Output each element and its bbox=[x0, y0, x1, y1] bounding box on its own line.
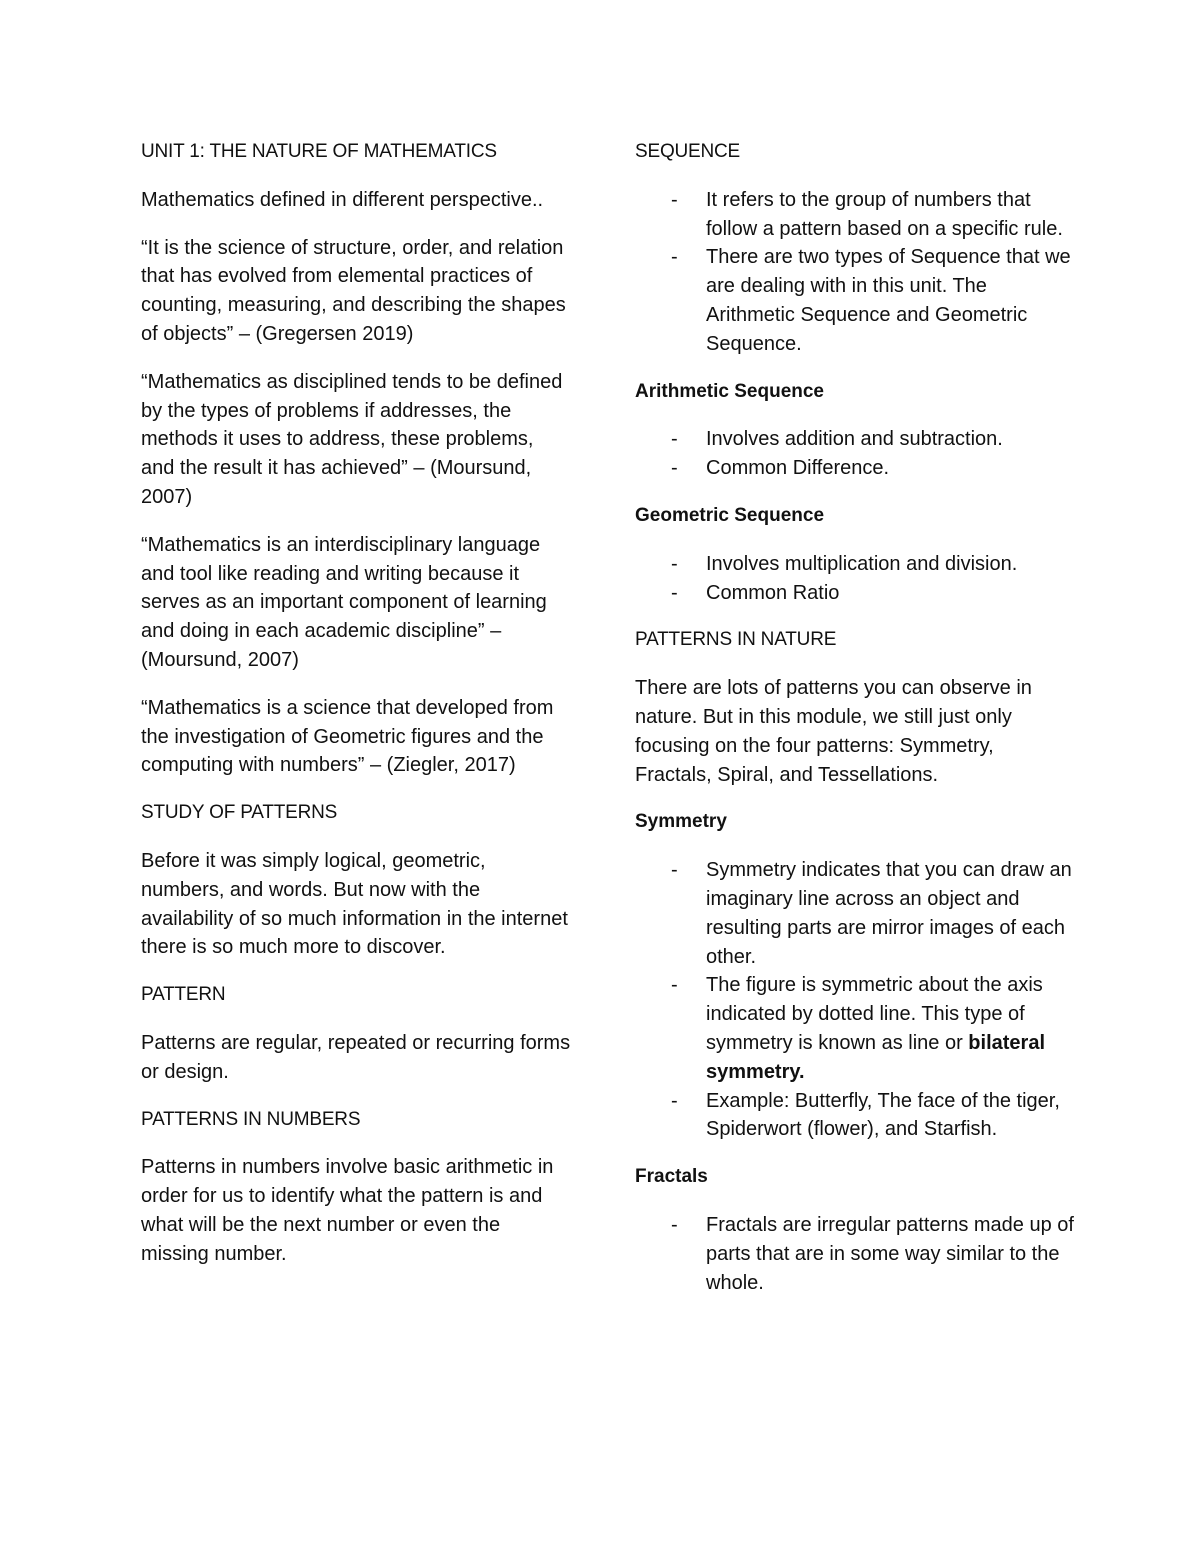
pattern-text: Patterns are regular, repeated or recurring forms or design. bbox=[141, 1031, 571, 1083]
fractals-list bbox=[635, 1211, 1075, 1297]
symmetry-item-2: The figure is symmetric about the axis indicated by dotted line. This type of symmetry is known as line or bbox=[706, 974, 1043, 1054]
bilateral-symmetry-term: bilateral symmetry. bbox=[706, 1031, 1045, 1083]
patterns-in-numbers-heading: PATTERNS IN NUMBERS bbox=[141, 1108, 361, 1130]
sequence-heading: SEQUENCE bbox=[635, 141, 741, 162]
dash-bullet: - bbox=[671, 246, 678, 269]
sequence-item-1: It refers to the group of numbers that follow a pattern based on a specific rule. bbox=[706, 188, 1063, 240]
geometric-list bbox=[635, 550, 1075, 608]
quote-moursund-1: “Mathematics as disciplined tends to be defined by the types of problems if addresses, the methods it uses to address, these problems, and the result it has achieved” – (Moursund, 2007) bbox=[141, 370, 563, 508]
arithmetic-list bbox=[635, 425, 1075, 483]
dash-bullet: - bbox=[671, 457, 678, 480]
list-item bbox=[635, 550, 1075, 579]
list-item bbox=[635, 425, 1075, 454]
geometric-item-2: Common Ratio bbox=[706, 581, 840, 604]
list-item bbox=[635, 579, 1075, 608]
arithmetic-item-2: Common Difference. bbox=[706, 457, 890, 480]
patterns-in-numbers-text: Patterns in numbers involve basic arithmetic in order for us to identify what the pattern is and what will be the next number or even the missing number. bbox=[141, 1156, 554, 1265]
fractals-heading: Fractals bbox=[635, 1166, 708, 1188]
dash-bullet: - bbox=[671, 188, 678, 211]
pattern-heading: PATTERN bbox=[141, 984, 226, 1006]
symmetry-heading: Symmetry bbox=[635, 811, 727, 833]
list-item bbox=[635, 1211, 1075, 1297]
study-of-patterns-heading: STUDY OF PATTERNS bbox=[141, 802, 338, 824]
geometric-item-1: Involves multiplication and division. bbox=[706, 552, 1018, 575]
list-item bbox=[635, 1087, 1075, 1145]
patterns-in-nature-heading: PATTERNS IN NATURE bbox=[635, 629, 837, 651]
dash-bullet: - bbox=[671, 581, 678, 604]
arithmetic-sequence-heading: Arithmetic Sequence bbox=[635, 380, 824, 402]
patterns-in-nature-text: There are lots of patterns you can observe in nature. But in this module, we still just only focusing on the four patterns: Symmetry, Fractals, Spiral, and Tessellations. bbox=[635, 677, 1032, 786]
symmetry-list bbox=[635, 856, 1075, 1144]
quote-gregersen: “It is the science of structure, order, and relation that has evolved from elemental practices of counting, measuring, and describing the shapes of objects” – (Gregersen 2019) bbox=[141, 236, 566, 345]
dash-bullet: - bbox=[671, 552, 678, 575]
list-item bbox=[635, 856, 1075, 971]
quote-moursund-2: “Mathematics is an interdisciplinary language and tool like reading and writing because it serves as an important component of learning and doing in each academic discipline” – (Moursund, 2007) bbox=[141, 533, 547, 671]
right-column bbox=[635, 138, 1075, 1316]
geometric-sequence-heading: Geometric Sequence bbox=[635, 504, 825, 526]
sequence-item-2: There are two types of Sequence that we are dealing with in this unit. The Arithmetic Sequence and Geometric Sequence. bbox=[706, 246, 1071, 355]
symmetry-item-1: Symmetry indicates that you can draw an imaginary line across an object and resulting parts are mirror images of each other. bbox=[706, 859, 1072, 968]
dash-bullet: - bbox=[671, 1089, 678, 1112]
list-item bbox=[635, 186, 1075, 244]
dash-bullet: - bbox=[671, 859, 678, 882]
unit-title: UNIT 1: THE NATURE OF MATHEMATICS bbox=[141, 141, 497, 162]
dash-bullet: - bbox=[671, 974, 678, 997]
arithmetic-item-1: Involves addition and subtraction. bbox=[706, 428, 1003, 451]
quote-ziegler: “Mathematics is a science that developed from the investigation of Geometric figures and the computing with numbers” – (Ziegler, 2017) bbox=[141, 696, 554, 777]
dash-bullet: - bbox=[671, 1213, 678, 1236]
sequence-list bbox=[635, 186, 1075, 359]
symmetry-item-3: Example: Butterfly, The face of the tiger, Spiderwort (flower), and Starfish. bbox=[706, 1089, 1060, 1141]
list-item bbox=[635, 243, 1075, 358]
fractals-item-1: Fractals are irregular patterns made up of parts that are in some way similar to the whole. bbox=[706, 1213, 1074, 1294]
intro-text: Mathematics defined in different perspective.. bbox=[141, 188, 544, 211]
list-item bbox=[635, 454, 1075, 483]
study-of-patterns-text: Before it was simply logical, geometric, numbers, and words. But now with the availability of so much information in the internet there is so much more to discover. bbox=[141, 849, 568, 959]
dash-bullet: - bbox=[671, 428, 678, 451]
list-item bbox=[635, 971, 1075, 1086]
left-column bbox=[141, 138, 571, 1288]
